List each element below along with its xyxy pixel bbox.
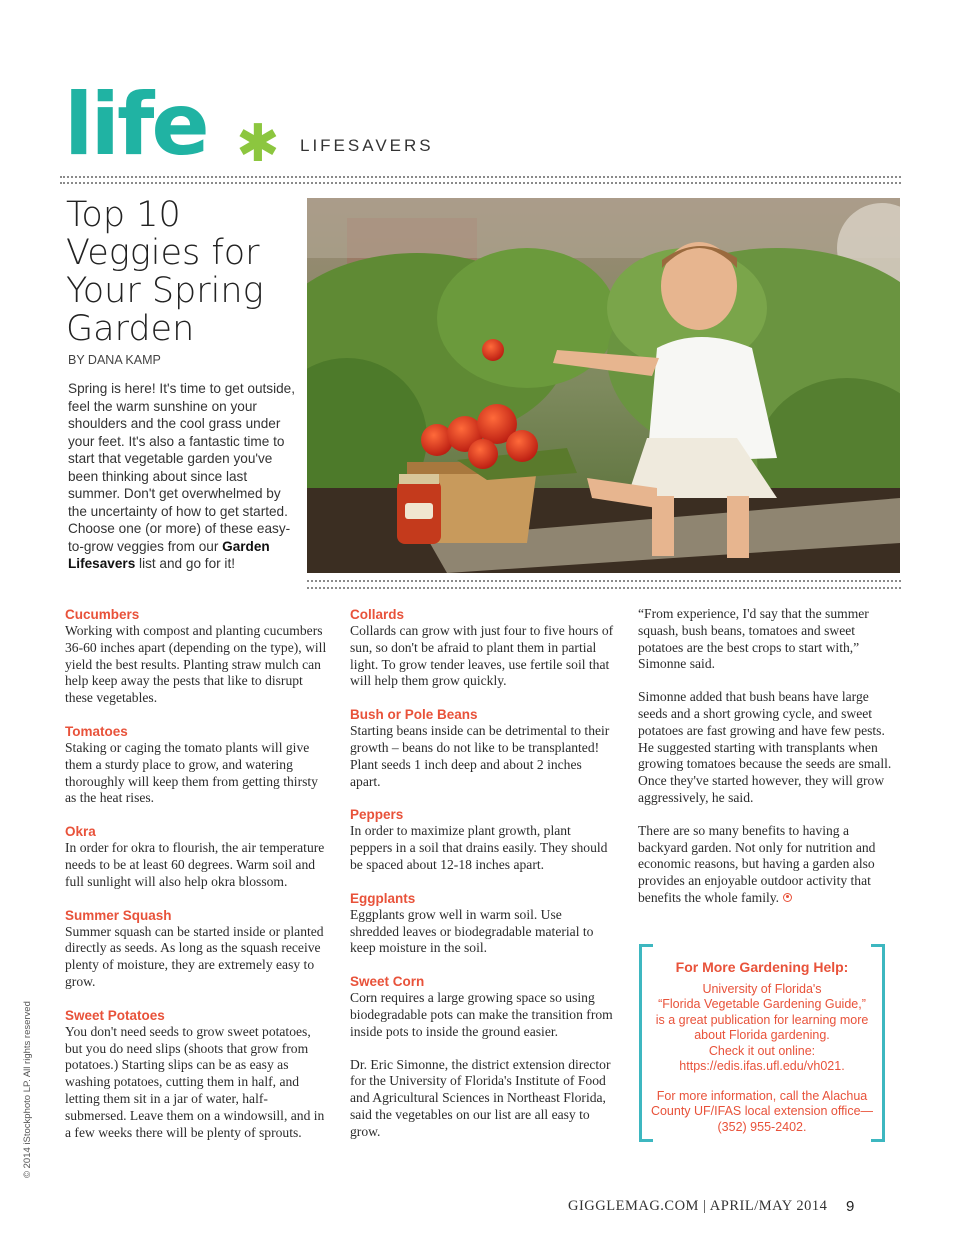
page-number: 9 [846, 1198, 855, 1215]
header-divider-2 [60, 182, 901, 184]
veggie-text: Staking or caging the tomato plants will give them a sturdy place to grow, and watering thoroughly will keep them from getting thirsty as the heat rises. [65, 739, 318, 806]
veggie-section [65, 823, 329, 890]
veggie-heading: Sweet Corn [350, 974, 425, 990]
intro-bold-text: Garden Lifesavers [68, 538, 270, 571]
more-help-line: “Florida Vegetable Gardening Guide,” [658, 997, 866, 1011]
end-mark-icon [783, 893, 792, 902]
more-help-phone: (352) 955-2402. [717, 1119, 807, 1134]
more-help-title: For More Gardening Help: [675, 959, 849, 975]
veggie-text: You don't need seeds to grow sweet potatoes, but you do need slips (shoots that grow from potatoes.) Starting slips can be as easy as washing potatoes, cutting them in half, and letting them sit in a jar of water, half-submersed. Leave them on a windowsill, and in a few weeks there will be plenty of sprouts. [65, 1023, 325, 1140]
veggie-text: Eggplants grow well in warm soil. Use shredded leaves or biodegradable material to keep moisture in the soil. [350, 906, 594, 956]
more-help-link[interactable]: https://edis.ifas.ufl.edu/vh021. [679, 1059, 845, 1073]
photo-divider [307, 580, 901, 582]
closing-paragraph: Simonne added that bush beans have large seeds and a short growing cycle, and sweet potatoes are fast growing and have few pests. He suggested starting with transplants when growing tomatoes because the seeds are small. Once they've started however, they will grow aggressively, he said. [638, 689, 892, 805]
closing-paragraph: Dr. Eric Simonne, the district extension director for the University of Florida's Institute of Food and Agricultural Sciences in Northeast Florida, said the vegetables on our list are all easy to grow. [350, 1056, 611, 1139]
photo-credit: © 2014 iStockphoto LP. All rights reserved [22, 1001, 33, 1178]
veggie-heading: Peppers [350, 807, 404, 823]
photo-divider-2 [307, 587, 901, 589]
more-help-line: University of Florida's [702, 981, 822, 996]
veggie-section [65, 1007, 329, 1142]
spacer [639, 1075, 885, 1089]
header-divider [60, 176, 901, 178]
veggie-heading: Tomatoes [65, 723, 128, 739]
veggie-section [350, 890, 614, 957]
veggie-heading: Summer Squash [65, 907, 172, 923]
closing-text: There are so many benefits to having a backyard garden. Not only for nutrition and economic reasons, but having a garden also provides an enjoyable outdoor activity that benefits the whole family. [638, 822, 876, 905]
more-help-line: about Florida gardening. [694, 1028, 830, 1042]
section-label: LIFESAVERS [300, 136, 434, 155]
article-intro [68, 380, 296, 573]
closing-paragraph-final [638, 823, 900, 907]
veggie-section [65, 907, 329, 991]
veggie-text: Starting beans inside can be detrimental to their growth – beans do not like to be transplanted! Plant seeds 1 inch deep and about 2 inches apart. [350, 723, 610, 789]
article-byline: BY DANA KAMP [68, 353, 161, 367]
veggie-section [65, 723, 329, 807]
closing-paragraph: “From experience, I'd say that the summer squash, bush beans, tomatoes and sweet potatoes are the best crops to start with,” Simonne said. [638, 606, 869, 672]
more-help-line: Check it out online: [708, 1043, 816, 1058]
more-help-box [639, 944, 885, 1142]
footer-publication: GIGGLEMAG.COM | APRIL/MAY 2014 [568, 1198, 828, 1214]
veggie-heading: Collards [350, 607, 405, 622]
article-title: Top 10 Veggies for Your Spring Garden [66, 195, 264, 349]
veggie-heading: Bush or Pole Beans [350, 707, 478, 723]
veggie-section [350, 806, 614, 873]
article-column-3 [638, 606, 900, 923]
article-column-2 [350, 606, 614, 1157]
more-help-line: For more information, call the Alachua [656, 1088, 868, 1103]
veggie-heading: Sweet Potatoes [65, 1007, 165, 1023]
veggie-section [350, 706, 614, 790]
more-help-line: County UF/IFAS local extension office— [650, 1104, 874, 1118]
veggie-text: Collards can grow with just four to five hours of sun, so don't be afraid to plant them in partial light. To grow tender leaves, use fertile soil that will help them grow quickly. [350, 623, 614, 689]
veggie-text: Summer squash can be started inside or planted directly as seeds. As long as the squash receive plenty of moisture, they are extremely easy to grow. [65, 923, 324, 989]
veggie-text: In order for okra to flourish, the air temperature needs to be at least 60 degrees. Warm soil and full sunlight will also help okra blossom. [65, 840, 325, 889]
article-column-1 [65, 606, 329, 1157]
veggie-text: Working with compost and planting cucumbers 36-60 inches apart (depending on the type), will yield the best results. Planting straw mulch can help keep away the pests that like to disrupt these vegetables. [65, 623, 327, 706]
more-help-content [639, 960, 885, 1135]
veggie-text: Corn requires a large growing space so using biodegradable pots can make the transition from inside pots to inside the ground easier. [350, 990, 613, 1039]
intro-text: Spring is here! It's time to get outside, feel the warm sunshine on your shoulders and the cool grass under your feet. It's also a fantastic time to start that vegetable garden you've been thinking about since last summer. Don't get overwhelmed by the uncertainty of how to get started. Choose one (or more) of these easy-to-grow veggies from our [68, 381, 296, 554]
veggie-section [350, 606, 614, 690]
more-help-line: is a great publication for learning more [655, 1012, 869, 1027]
veggie-section [350, 973, 614, 1040]
asterisk-icon: ✱ [236, 114, 280, 174]
veggie-text: In order to maximize plant growth, plant peppers in a soil that drains easily. They should be spaced about 12-18 inches apart. [350, 823, 608, 872]
veggie-section [65, 606, 329, 707]
boy-picking-tomatoes-illustration [307, 198, 900, 573]
garden-photo [307, 198, 900, 573]
veggie-heading: Eggplants [350, 890, 416, 906]
veggie-heading: Cucumbers [65, 607, 140, 622]
magazine-section-logo: life [64, 75, 207, 175]
intro-text-end: list and go for it! [135, 556, 236, 571]
veggie-heading: Okra [65, 824, 96, 840]
